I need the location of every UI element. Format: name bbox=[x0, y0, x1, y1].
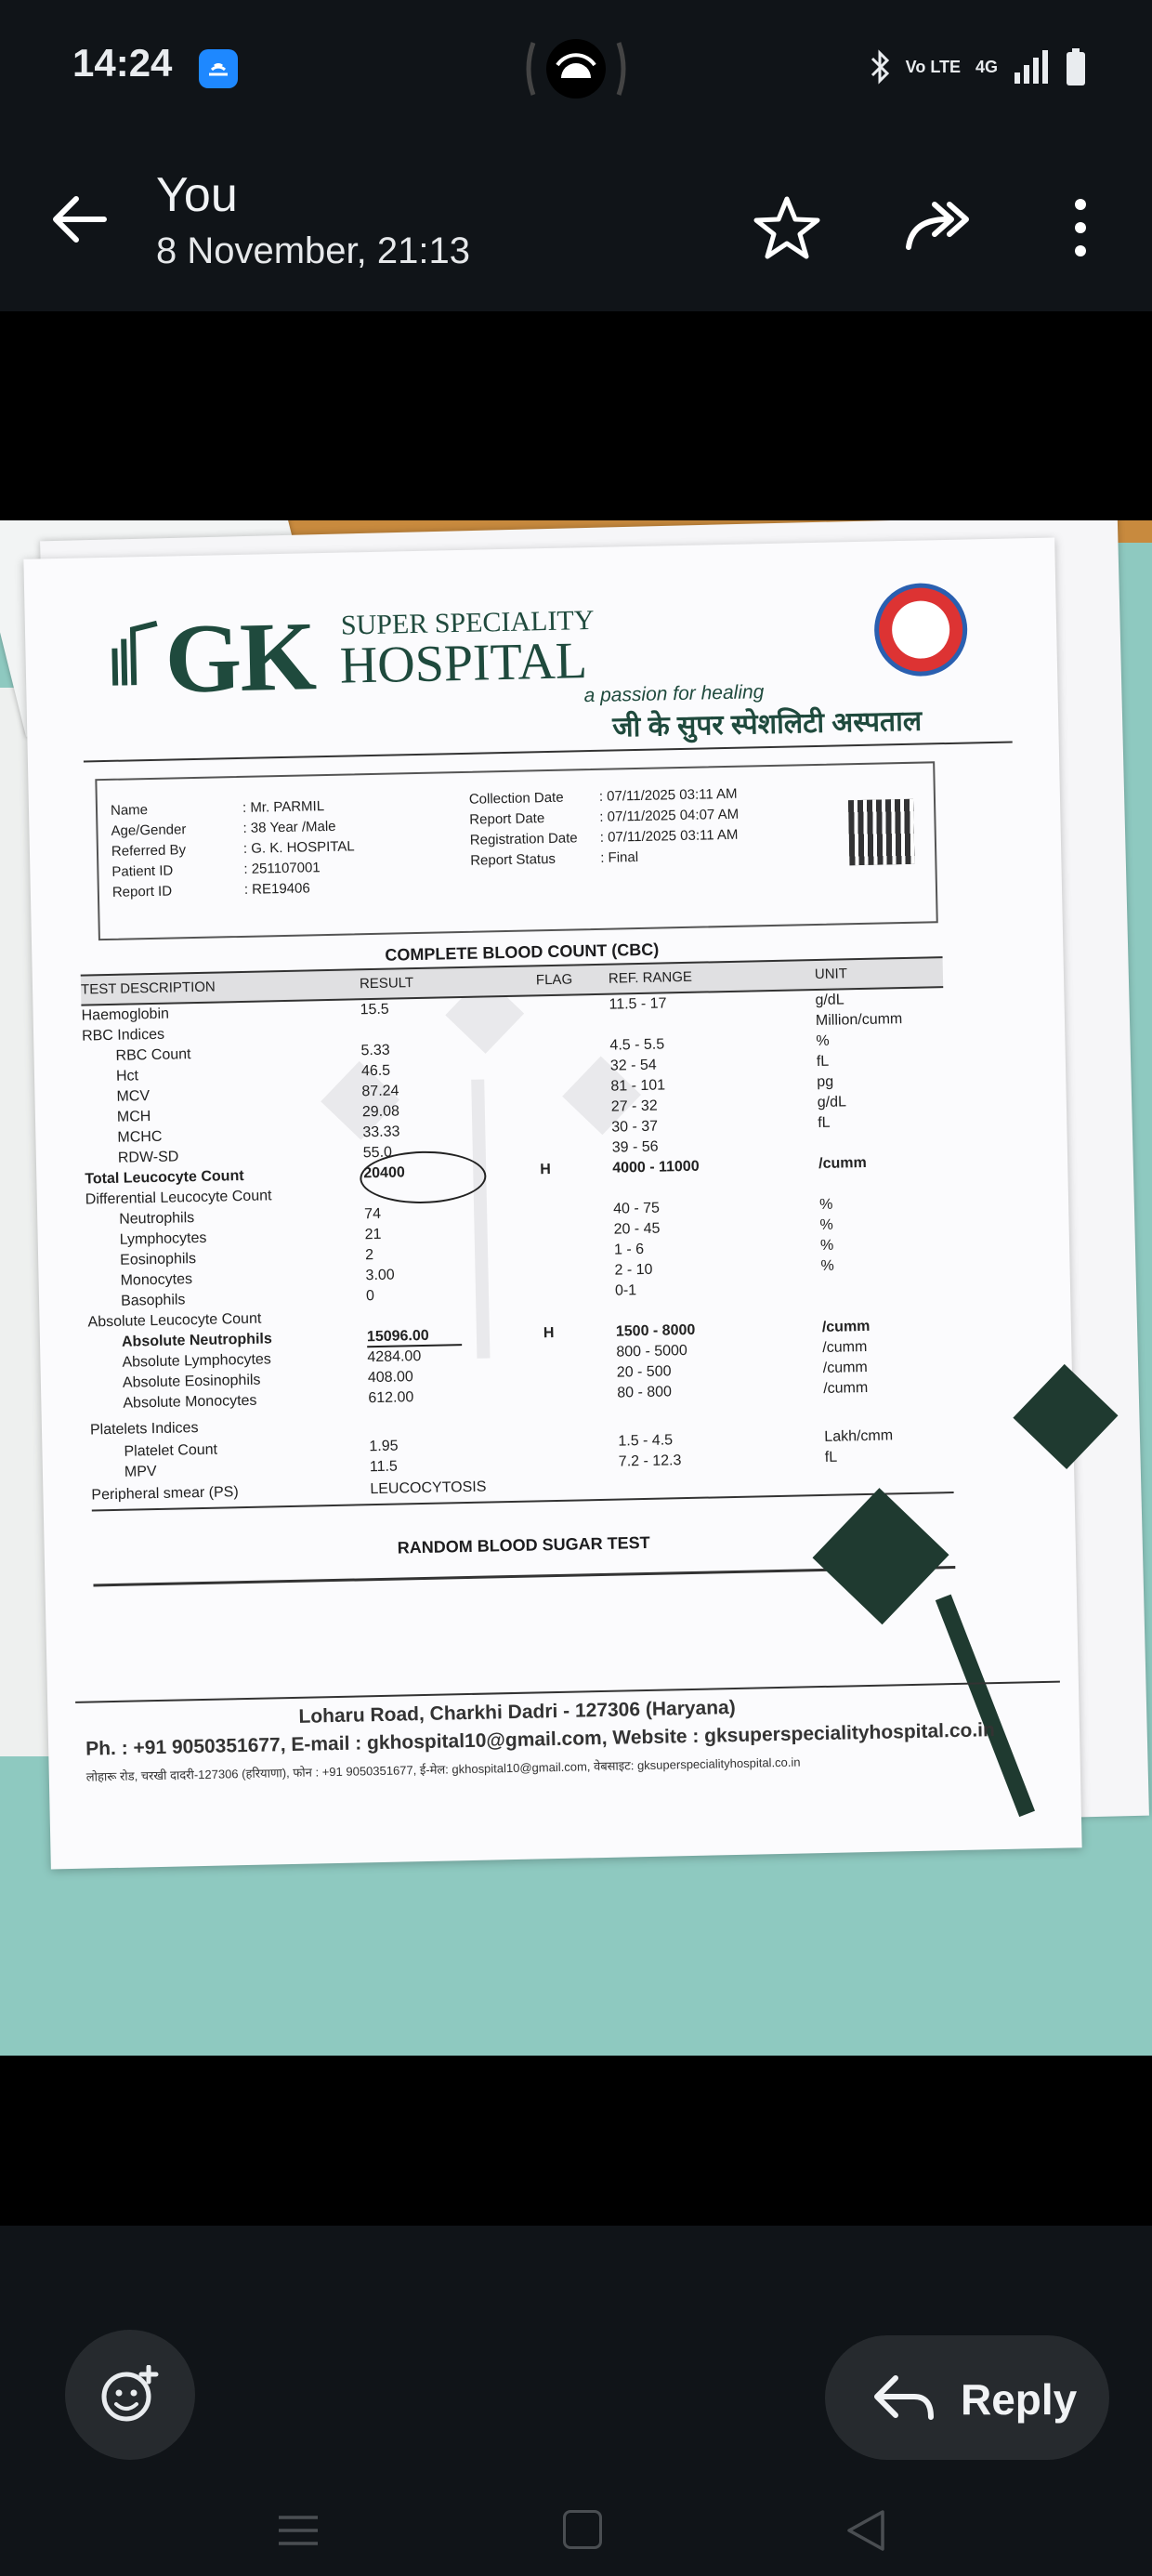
nabh-badge bbox=[873, 583, 968, 677]
cell-range: 4000 - 11000 bbox=[612, 1158, 700, 1176]
back-triangle-icon[interactable] bbox=[844, 2508, 888, 2553]
cell-test: Absolute Lymphocytes bbox=[122, 1351, 272, 1371]
cell-unit: g/dL bbox=[817, 1094, 847, 1111]
cell-range: 1.5 - 4.5 bbox=[618, 1432, 674, 1450]
cell-range: 800 - 5000 bbox=[616, 1343, 688, 1360]
cell-range: 11.5 - 17 bbox=[609, 995, 667, 1013]
star-icon[interactable] bbox=[751, 191, 823, 264]
cell-range: 32 - 54 bbox=[609, 1057, 657, 1074]
back-arrow-icon[interactable] bbox=[46, 186, 113, 253]
sender-name: You bbox=[156, 168, 238, 222]
message-header bbox=[0, 130, 1152, 311]
col-flag: FLAG bbox=[535, 971, 573, 989]
cell-test: Absolute Leucocyte Count bbox=[87, 1310, 262, 1331]
add-reaction-button[interactable] bbox=[65, 2330, 195, 2460]
patient-label: Name bbox=[110, 802, 149, 819]
header-rule bbox=[84, 742, 1013, 763]
more-icon[interactable] bbox=[1054, 191, 1106, 264]
cell-unit: % bbox=[816, 1032, 830, 1050]
cell-test: Lymphocytes bbox=[119, 1229, 207, 1248]
cell-result: 46.5 bbox=[360, 1062, 391, 1080]
volte-icon: Vo LTE bbox=[905, 58, 961, 76]
cell-unit: /cumm bbox=[818, 1154, 867, 1172]
cell-result: 5.33 bbox=[360, 1042, 390, 1059]
footer-hindi: लोहारू रोड, चरखी दादरी-127306 (हरियाणा), फोन : +91 9050351677, ई-मेल: gkhospital10@gmail.com, वेबसाइट: gksuperspecialityhospital.co.in bbox=[85, 1755, 801, 1784]
cell-result: LEUCOCYTOSIS bbox=[370, 1479, 487, 1498]
cell-unit: /cumm bbox=[821, 1318, 871, 1335]
home-icon[interactable] bbox=[563, 2510, 602, 2549]
forward-icon[interactable] bbox=[903, 191, 983, 264]
menu-icon[interactable] bbox=[277, 2512, 320, 2549]
cell-test: Absolute Eosinophils bbox=[122, 1372, 261, 1391]
report-value: : 07/11/2025 03:11 AM bbox=[599, 826, 739, 846]
cell-result: 1.95 bbox=[369, 1438, 399, 1455]
bluetooth-icon bbox=[869, 49, 891, 85]
cell-result: 33.33 bbox=[362, 1124, 400, 1141]
report-label: Collection Date bbox=[468, 789, 564, 808]
cell-test: MCHC bbox=[117, 1128, 163, 1146]
hospital-hindi-name: जी के सुपर स्पेशलिटी अस्पताल bbox=[611, 705, 923, 743]
cell-unit: /cumm bbox=[823, 1379, 869, 1397]
cell-unit: Million/cumm bbox=[815, 1011, 903, 1030]
cell-test: Absolute Neutrophils bbox=[121, 1331, 272, 1350]
footer-contact: Ph. : +91 9050351677, E-mail : gkhospital10@gmail.com, Website : gksuperspecialityhospital.co.in bbox=[85, 1719, 996, 1760]
reply-label: Reply bbox=[961, 2375, 1078, 2424]
cell-flag: H bbox=[543, 1325, 555, 1342]
cell-range: 2 - 10 bbox=[614, 1261, 653, 1279]
cell-test: Neutrophils bbox=[119, 1210, 195, 1228]
cell-range: 80 - 800 bbox=[617, 1384, 673, 1401]
cell-result: 21 bbox=[364, 1226, 382, 1243]
cell-range: 7.2 - 12.3 bbox=[618, 1452, 682, 1470]
cell-test: Total Leucocyte Count bbox=[85, 1167, 244, 1188]
cell-result: 55.0 bbox=[362, 1144, 393, 1162]
cell-test: MPV bbox=[124, 1463, 157, 1480]
cell-range: 4.5 - 5.5 bbox=[609, 1036, 665, 1054]
cell-test: Absolute Monocytes bbox=[123, 1392, 257, 1412]
cell-range: 39 - 56 bbox=[611, 1138, 659, 1156]
rbs-title: RANDOM BLOOD SUGAR TEST bbox=[397, 1532, 650, 1557]
cell-test: RDW-SD bbox=[117, 1149, 179, 1166]
cell-test: Monocytes bbox=[120, 1271, 193, 1289]
patient-label: Referred By bbox=[111, 842, 187, 860]
hospital-logo-gk: GK bbox=[164, 601, 316, 714]
network-type: 4G bbox=[975, 57, 998, 76]
app-notification-icon bbox=[199, 49, 238, 88]
cell-unit: /cumm bbox=[822, 1338, 868, 1356]
cell-range: 0-1 bbox=[614, 1282, 637, 1299]
patient-value: : G. K. HOSPITAL bbox=[242, 838, 355, 857]
sent-date: 8 November, 21:13 bbox=[156, 230, 470, 271]
cell-result: 87.24 bbox=[361, 1083, 399, 1100]
cell-unit: /cumm bbox=[822, 1359, 868, 1376]
cell-range: 1500 - 8000 bbox=[615, 1321, 696, 1340]
cell-test: Peripheral smear (PS) bbox=[91, 1484, 239, 1504]
reply-icon bbox=[871, 2371, 936, 2426]
col-test: TEST DESCRIPTION bbox=[80, 979, 216, 998]
cell-range: 27 - 32 bbox=[610, 1097, 658, 1115]
patient-value: : 38 Year /Male bbox=[242, 818, 336, 836]
cell-unit: pg bbox=[817, 1073, 834, 1091]
cell-test: RBC Indices bbox=[81, 1026, 165, 1045]
report-label: Report Status bbox=[470, 850, 556, 869]
col-range: REF. RANGE bbox=[608, 968, 693, 987]
status-bar bbox=[0, 0, 1152, 130]
cell-range: 20 - 500 bbox=[616, 1363, 672, 1381]
cell-unit: fL bbox=[816, 1053, 830, 1071]
cell-range: 81 - 101 bbox=[610, 1077, 666, 1095]
cell-result: 2 bbox=[364, 1247, 374, 1264]
hotspot-icon bbox=[520, 33, 632, 104]
report-value: : 07/11/2025 03:11 AM bbox=[598, 785, 738, 805]
cell-test: MCH bbox=[116, 1109, 151, 1125]
cell-range: 30 - 37 bbox=[611, 1118, 659, 1136]
col-result: RESULT bbox=[359, 975, 414, 992]
cell-unit: Lakh/cmm bbox=[824, 1427, 894, 1445]
cell-unit: fL bbox=[824, 1449, 838, 1465]
cell-unit: % bbox=[819, 1237, 834, 1254]
patient-label: Patient ID bbox=[111, 862, 174, 880]
report-label: Report Date bbox=[469, 810, 545, 828]
patient-value: : Mr. PARMIL bbox=[242, 798, 325, 816]
cell-unit: % bbox=[818, 1196, 833, 1213]
cell-test: Platelets Indices bbox=[89, 1420, 199, 1439]
attached-photo[interactable] bbox=[0, 520, 1152, 2056]
status-time: 14:24 bbox=[72, 41, 173, 85]
cell-range: 20 - 45 bbox=[613, 1220, 661, 1238]
patient-label: Report ID bbox=[111, 883, 173, 900]
cell-test: Eosinophils bbox=[120, 1251, 197, 1268]
battery-icon bbox=[1065, 48, 1087, 85]
cell-result: 3.00 bbox=[365, 1267, 395, 1284]
report-value: : 07/11/2025 04:07 AM bbox=[599, 806, 740, 825]
cell-test: MCV bbox=[116, 1088, 151, 1105]
cell-unit: g/dL bbox=[815, 992, 844, 1009]
tagline: a passion for healing bbox=[583, 681, 765, 707]
cell-result: 15.5 bbox=[360, 1001, 389, 1019]
decor-stripe bbox=[936, 1595, 1035, 1818]
cell-test: Differential Leucocyte Count bbox=[85, 1188, 272, 1208]
cell-result: 612.00 bbox=[368, 1389, 414, 1407]
reply-button[interactable] bbox=[825, 2335, 1109, 2460]
bottom-bar bbox=[0, 2226, 1152, 2576]
cell-result: 408.00 bbox=[367, 1369, 413, 1387]
decor-diamond bbox=[813, 1488, 949, 1624]
cell-range: 40 - 75 bbox=[612, 1200, 661, 1217]
lab-report bbox=[23, 538, 1081, 1870]
cell-unit: % bbox=[820, 1257, 834, 1274]
cell-unit: fL bbox=[818, 1114, 831, 1132]
cell-test: RBC Count bbox=[115, 1046, 191, 1064]
add-reaction-icon bbox=[100, 2365, 160, 2425]
cell-unit: % bbox=[819, 1216, 833, 1233]
status-icons bbox=[869, 43, 1087, 91]
qr-code bbox=[848, 799, 914, 865]
cell-test: Haemoglobin bbox=[81, 1005, 170, 1024]
cell-result: 20400 bbox=[363, 1164, 405, 1182]
cell-range: 1 - 6 bbox=[613, 1241, 645, 1258]
patient-label: Age/Gender bbox=[111, 821, 187, 839]
cell-test: Hct bbox=[115, 1068, 139, 1084]
cell-result: 29.08 bbox=[361, 1103, 400, 1121]
patient-value: : 251107001 bbox=[243, 860, 321, 877]
patient-info-box bbox=[95, 761, 937, 940]
nabh-text: NABH bbox=[909, 641, 939, 653]
cell-result: 11.5 bbox=[369, 1458, 399, 1476]
cell-result: 15096.00 bbox=[366, 1327, 429, 1346]
hospital-logo-mark bbox=[107, 620, 160, 686]
col-unit: UNIT bbox=[814, 966, 848, 983]
hospital-sub2: HOSPITAL bbox=[339, 632, 588, 695]
patient-value: : RE19406 bbox=[243, 880, 310, 898]
signal-icon bbox=[1013, 48, 1050, 85]
cell-result: 0 bbox=[365, 1288, 375, 1305]
footer-address: Loharu Road, Charkhi Dadri - 127306 (Haryana) bbox=[298, 1697, 736, 1728]
cell-flag: H bbox=[540, 1162, 551, 1178]
report-value: : Final bbox=[600, 848, 639, 866]
hospital-sub1: SUPER SPECIALITY bbox=[340, 604, 595, 641]
cbc-title: COMPLETE BLOOD COUNT (CBC) bbox=[385, 940, 660, 965]
cell-result: 4284.00 bbox=[367, 1348, 422, 1366]
report-label: Registration Date bbox=[469, 830, 578, 848]
cell-test: Basophils bbox=[120, 1292, 186, 1309]
cell-test: Platelet Count bbox=[124, 1441, 218, 1460]
cell-result: 74 bbox=[364, 1205, 382, 1223]
